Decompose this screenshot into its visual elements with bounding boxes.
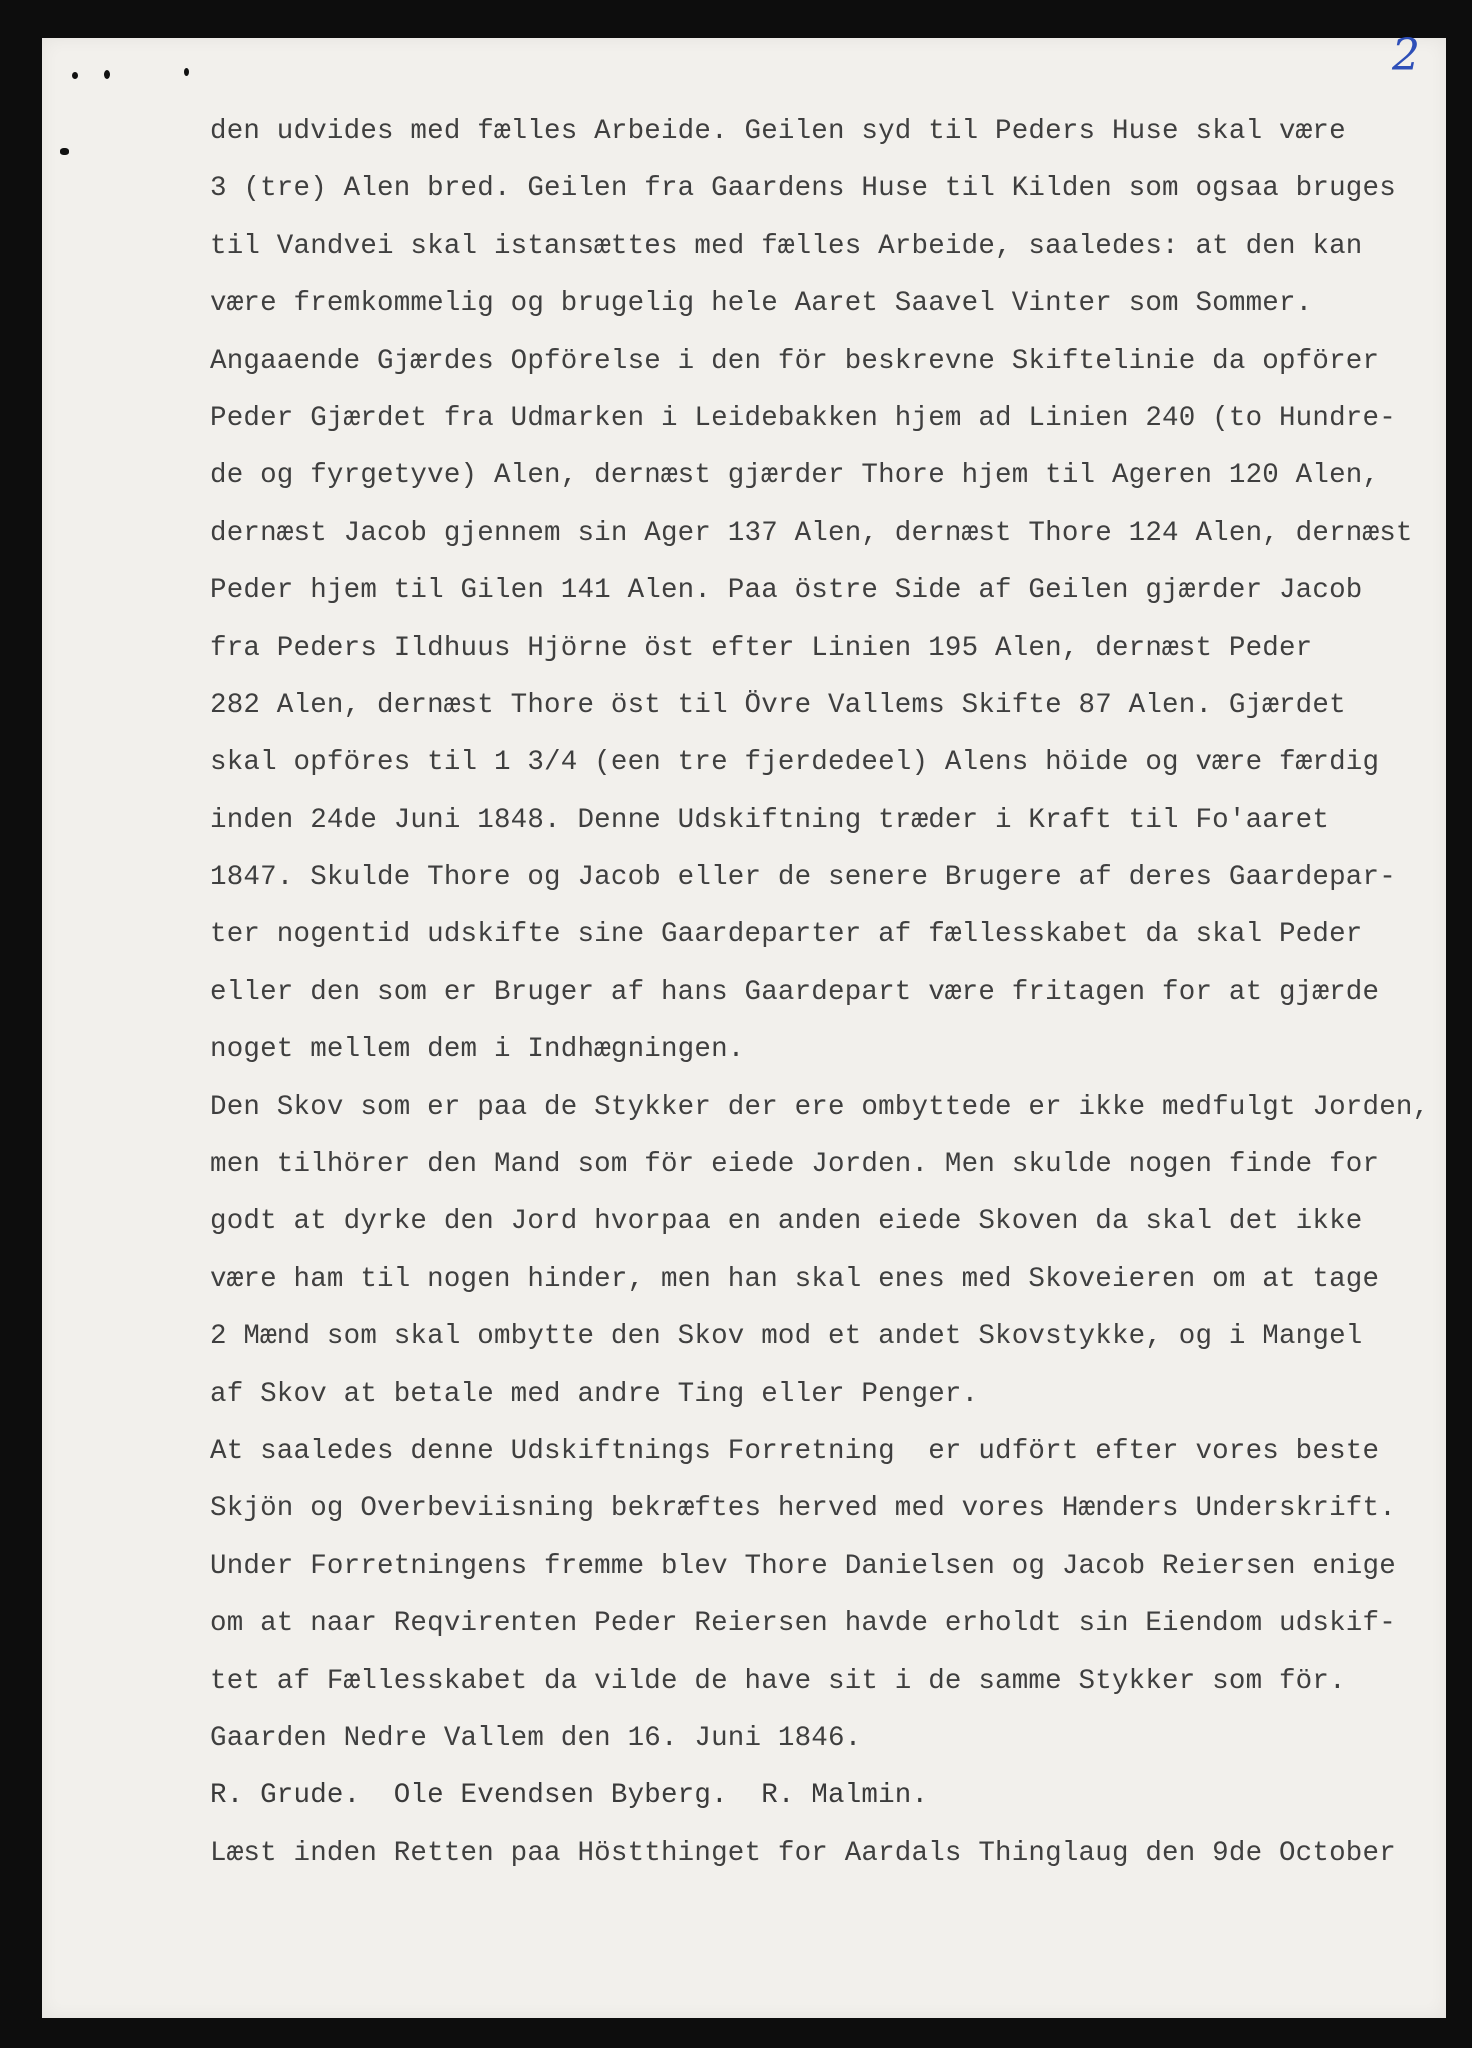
text-line: Den Skov som er paa de Stykker der ere ombyttede er ikke medfulgt Jorden, bbox=[210, 1091, 1430, 1123]
text-line: fra Peders Ildhuus Hjörne öst efter Linien 195 Alen, dernæst Peder bbox=[210, 632, 1313, 664]
text-line: 3 (tre) Alen bred. Geilen fra Gaardens Huse til Kilden som ogsaa bruges bbox=[210, 173, 1396, 205]
ink-speck bbox=[104, 70, 110, 79]
text-line: dernæst Jacob gjennem sin Ager 137 Alen, dernæst Thore 124 Alen, dernæst bbox=[210, 517, 1413, 549]
text-line: Angaaende Gjærdes Opförelse i den för beskrevne Skiftelinie da opförer bbox=[210, 345, 1380, 377]
text-line: skal opföres til 1 3/4 (een tre fjerdedeel) Alens höide og være færdig bbox=[210, 747, 1380, 779]
document-body bbox=[210, 103, 1442, 1882]
text-line: den udvides med fælles Arbeide. Geilen syd til Peders Huse skal være bbox=[210, 116, 1346, 147]
text-line: om at naar Reqvirenten Peder Reiersen havde erholdt sin Eiendom udskif- bbox=[210, 1608, 1396, 1640]
ink-speck bbox=[184, 68, 189, 76]
signatures-line: R. Grude. Ole Evendsen Byberg. R. Malmin. bbox=[210, 1780, 929, 1812]
text-line: eller den som er Bruger af hans Gaardepart være fritagen for at gjærde bbox=[210, 976, 1380, 1008]
text-line: Skjön og Overbeviisning bekræftes herved med vores Hænders Underskrift. bbox=[210, 1493, 1396, 1525]
text-line: men tilhörer den Mand som för eiede Jorden. Men skulde nogen finde for bbox=[210, 1149, 1380, 1181]
text-line: 1847. Skulde Thore og Jacob eller de senere Brugere af deres Gaardepar- bbox=[210, 862, 1396, 894]
text-line: godt at dyrke den Jord hvorpaa en anden eiede Skoven da skal det ikke bbox=[210, 1206, 1363, 1238]
date-line: Gaarden Nedre Vallem den 16. Juni 1846. bbox=[210, 1722, 862, 1754]
text-line: noget mellem dem i Indhægningen. bbox=[210, 1034, 745, 1066]
ink-speck bbox=[60, 148, 69, 155]
text-line: være ham til nogen hinder, men han skal enes med Skoveieren om at tage bbox=[210, 1263, 1380, 1295]
text-line: 2 Mænd som skal ombytte den Skov mod et andet Skovstykke, og i Mangel bbox=[210, 1321, 1363, 1353]
text-line: Peder hjem til Gilen 141 Alen. Paa östre Side af Geilen gjærder Jacob bbox=[210, 575, 1363, 607]
text-line: Peder Gjærdet fra Udmarken i Leidebakken hjem ad Linien 240 (to Hundre- bbox=[210, 402, 1396, 434]
text-line: 282 Alen, dernæst Thore öst til Övre Vallems Skifte 87 Alen. Gjærdet bbox=[210, 689, 1346, 721]
text-line: inden 24de Juni 1848. Denne Udskiftning træder i Kraft til Fo'aaret bbox=[210, 804, 1330, 836]
text-line: være fremkommelig og brugelig hele Aaret Saavel Vinter som Sommer. bbox=[210, 288, 1313, 320]
text-line: ter nogentid udskifte sine Gaardeparter af fællesskabet da skal Peder bbox=[210, 919, 1363, 951]
text-line: de og fyrgetyve) Alen, dernæst gjærder Thore hjem til Ageren 120 Alen, bbox=[210, 460, 1380, 492]
text-line: tet af Fællesskabet da vilde de have sit i de samme Stykker som för. bbox=[210, 1665, 1346, 1697]
text-line: At saaledes denne Udskiftnings Forretning er udfört efter vores beste bbox=[210, 1435, 1380, 1467]
text-line: Læst inden Retten paa Höstthinget for Aardals Thinglaug den 9de October bbox=[210, 1837, 1396, 1869]
text-line: til Vandvei skal istansættes med fælles Arbeide, saaledes: at den kan bbox=[210, 230, 1363, 262]
text-line: af Skov at betale med andre Ting eller Penger. bbox=[210, 1378, 979, 1410]
page-number: 2 bbox=[1392, 30, 1420, 81]
text-line: Under Forretningens fremme blev Thore Danielsen og Jacob Reiersen enige bbox=[210, 1550, 1396, 1582]
ink-speck bbox=[72, 72, 78, 79]
